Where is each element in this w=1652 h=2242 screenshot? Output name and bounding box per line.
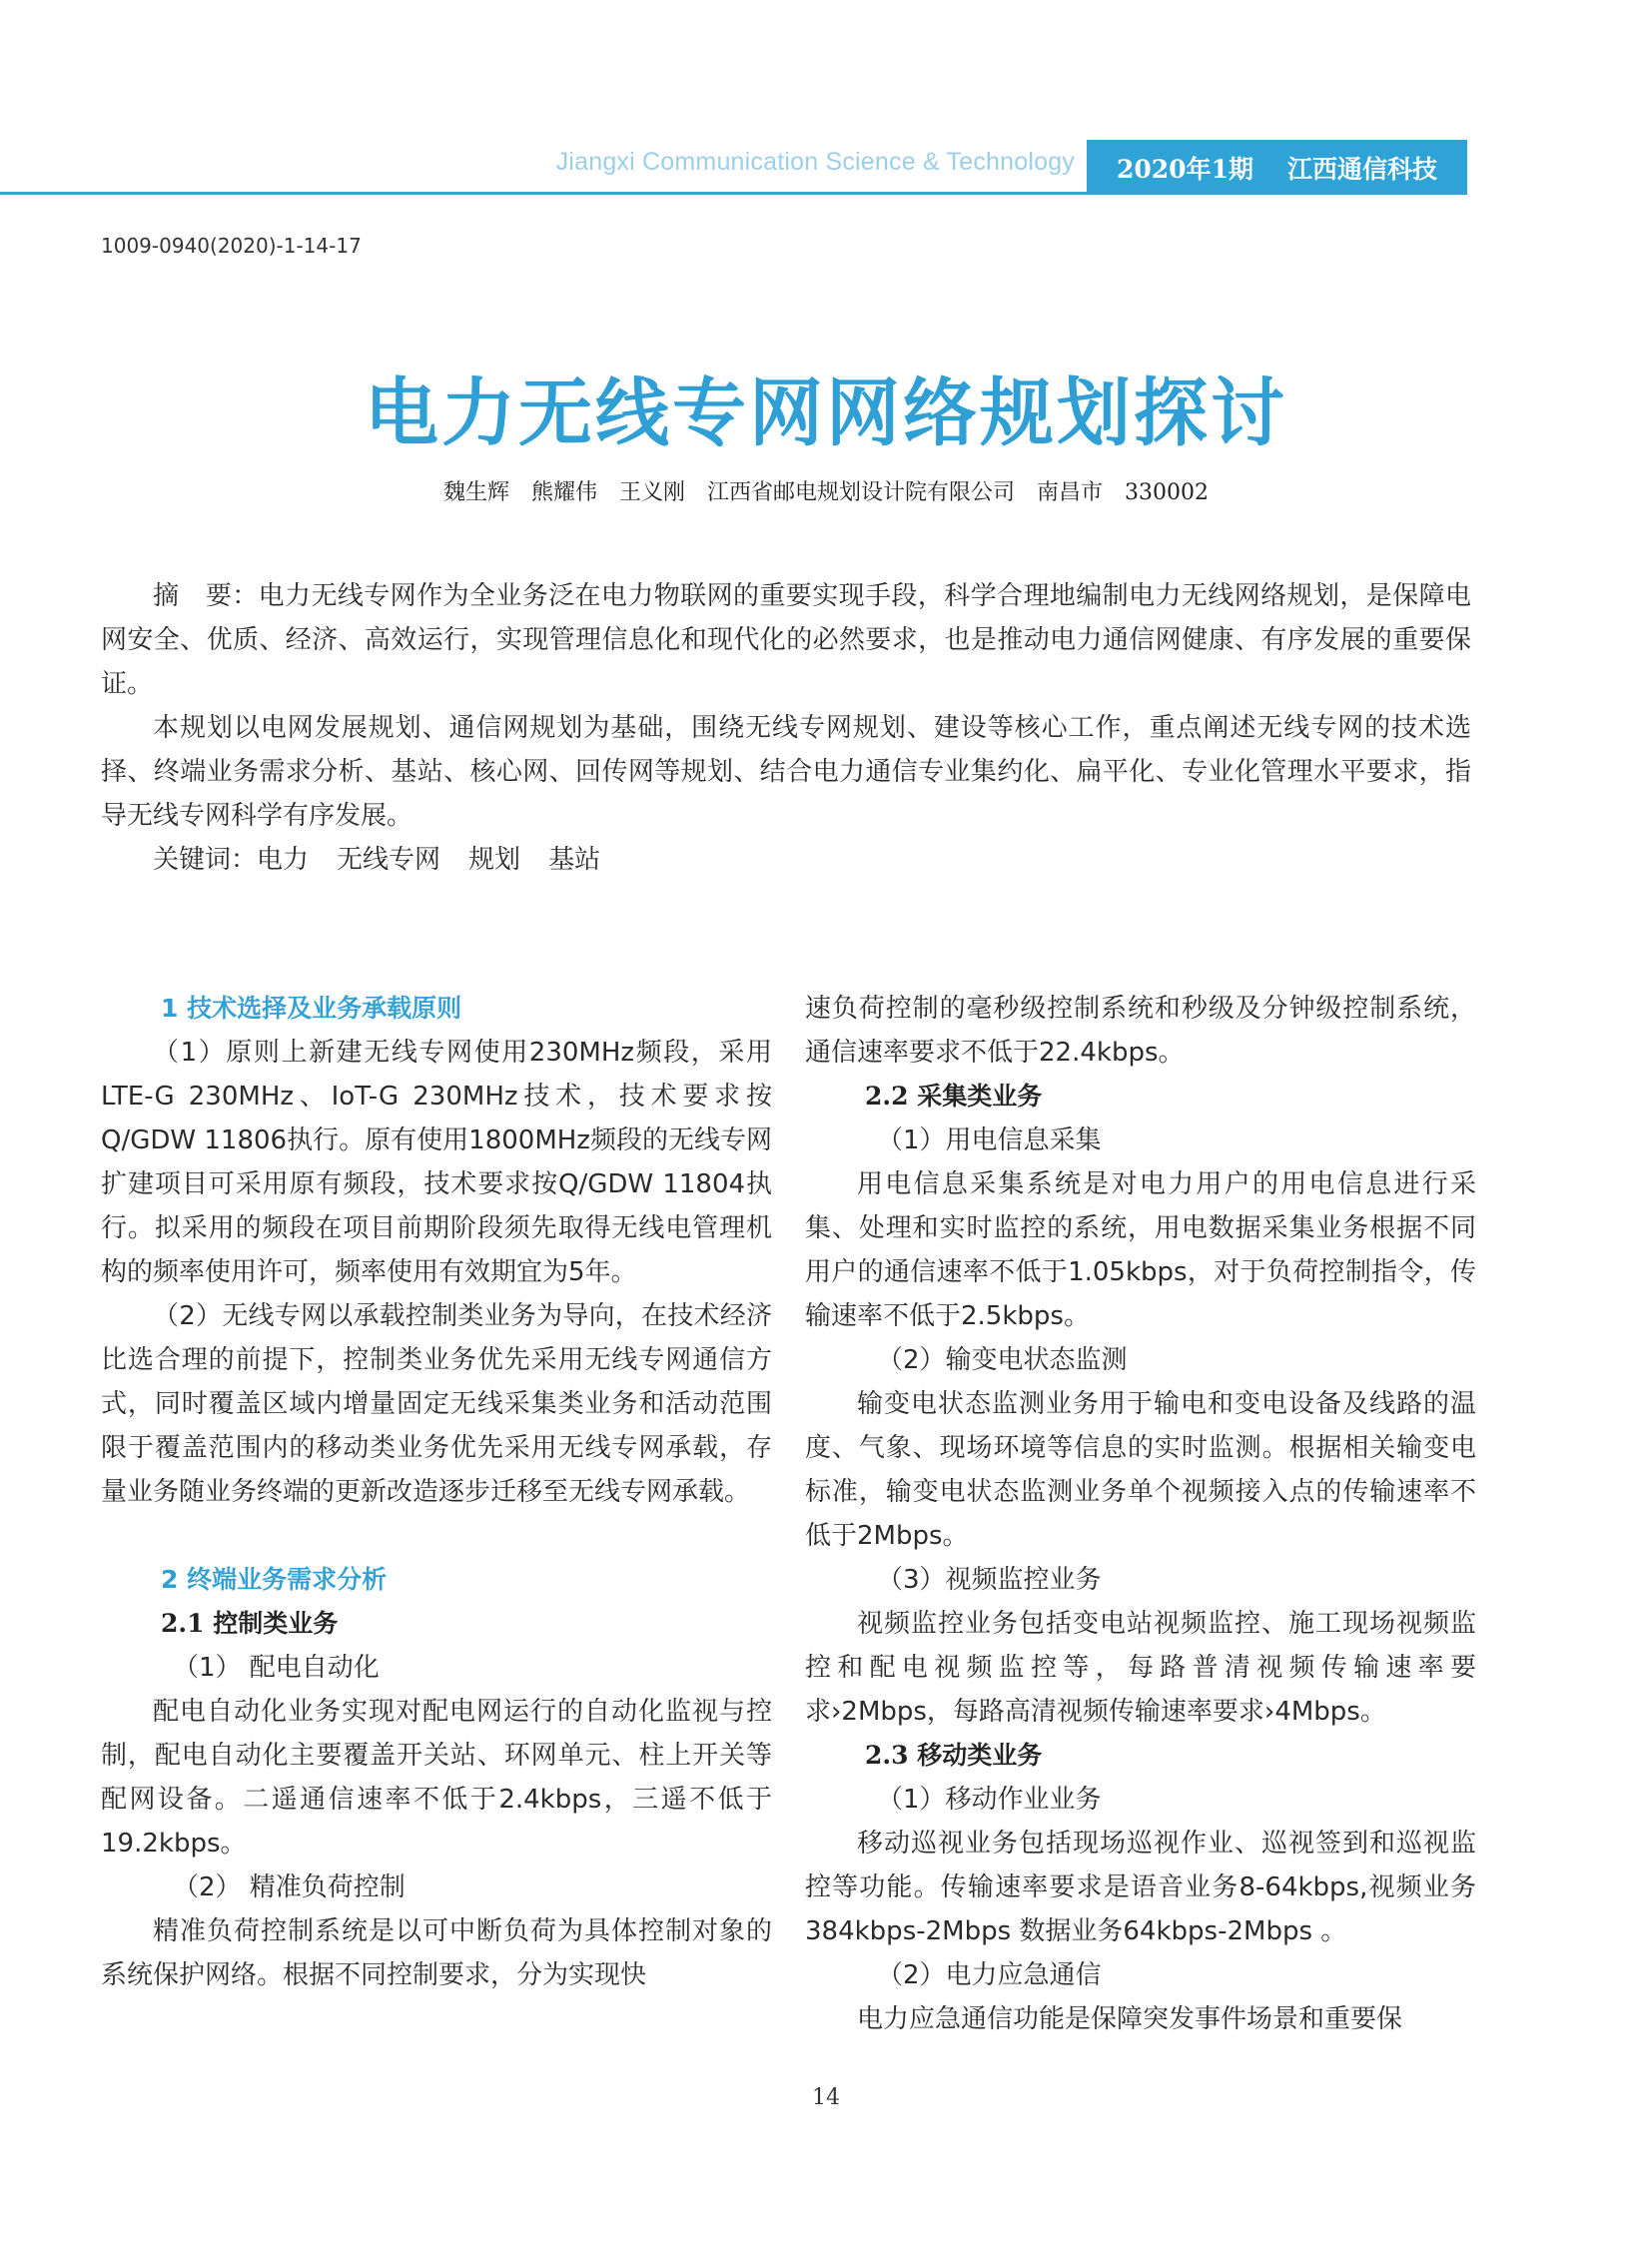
keyword: 无线专网 [337,845,441,875]
page-number: 14 [812,2085,840,2110]
keywords-line [101,838,1471,882]
keyword: 基站 [548,845,601,875]
body-paragraph: 移动巡视业务包括现场巡视作业、巡视签到和巡视监控等功能。传输速率要求是语音业务8-64kbps,视频业务384kbps-2Mbps 数据业务64kbps-2Mbps 。 [805,1829,1476,1946]
keywords-label: 关键词： [153,845,258,875]
body-paragraph-continued: 速负荷控制的毫秒级控制系统和秒级及分钟级控制系统，通信速率要求不低于22.4kbps。 [805,994,1476,1068]
body-paragraph: （1）原则上新建无线专网使用230MHz频段，采用LTE-G 230MHz、IoT-G 230MHz技术，技术要求按Q/GDW 11806执行。原有使用1800MHz频段的无线专网扩建项目可采用原有频段，技术要求按Q/GDW 11804执行。拟采用的频段在项目前期阶段须先取得无线电管理机构的频率使用许可，频率使用有效期宜为5年。 [101,1038,772,1287]
keyword: 规划 [468,845,521,875]
list-item-heading: （3）视频监控业务 [877,1565,1102,1595]
article-id: 1009-0940(2020)-1-14-17 [101,234,362,258]
right-column [805,987,1476,2041]
subsection-heading: 2.2 采集类业务 [865,1082,1043,1111]
body-paragraph: 精准负荷控制系统是以可中断负荷为具体控制对象的系统保护网络。根据不同控制要求，分为实现快 [101,1916,772,1990]
authors-line: 魏生辉 熊耀伟 王义刚 江西省邮电规划设计院有限公司 南昌市 330002 [443,480,1209,505]
body-paragraph: （2）无线专网以承载控制类业务为导向，在技术经济比选合理的前提下，控制类业务优先采用无线专网通信方式，同时覆盖区域内增量固定无线采集类业务和活动范围限于覆盖范围内的移动类业务优先采用无线专网承载，存量业务随业务终端的更新改造逐步迁移至无线专网承载。 [101,1301,772,1507]
list-item-heading: （1）用电信息采集 [877,1125,1102,1155]
subsection-heading: 2.3 移动类业务 [865,1741,1043,1770]
section-heading: 2 终端业务需求分析 [161,1565,388,1594]
subsection-heading: 2.1 控制类业务 [161,1609,339,1638]
list-item-heading: （2）电力应急通信 [877,1960,1102,1990]
list-item-heading: （1）移动作业业务 [877,1785,1102,1815]
keyword: 电力 [257,845,310,875]
body-paragraph: 视频监控业务包括变电站视频监控、施工现场视频监控和配电视频监控等，每路普清视频传输速率要求›2Mbps，每路高清视频传输速率要求›4Mbps。 [805,1609,1476,1727]
section-spacer [101,1514,772,1558]
list-item-heading: （2） 精准负荷控制 [173,1872,406,1902]
list-item-heading: （2）输变电状态监测 [877,1345,1128,1375]
issue-banner [1087,140,1467,195]
paper-title: 电力无线专网网络规划探讨 [365,371,1287,456]
body-paragraph: 配电自动化业务实现对配电网运行的自动化监视与控制，配电自动化主要覆盖开关站、环网单元、柱上开关等配网设备。二遥通信速率不低于2.4kbps，三遥不低于19.2kbps。 [101,1697,772,1859]
left-column [101,987,772,1997]
journal-english-name: Jiangxi Communication Science & Technology [555,148,1075,176]
journal-chinese-name: 江西通信科技 [1286,154,1437,184]
body-paragraph: 用电信息采集系统是对电力用户的用电信息进行采集、处理和实时监控的系统，用电数据采集业务根据不同用户的通信速率不低于1.05kbps，对于负荷控制指令，传输速率不低于2.5kbps。 [805,1169,1476,1331]
list-item-heading: （1） 配电自动化 [173,1653,380,1683]
abstract-paragraph: 本规划以电网发展规划、通信网规划为基础，围绕无线专网规划、建设等核心工作，重点阐述无线专网的技术选择、终端业务需求分析、基站、核心网、回传网等规划、结合电力通信专业集约化、扁平化、专业化管理水平要求，指导无线专网科学有序发展。 [101,713,1471,831]
body-paragraph: 输变电状态监测业务用于输电和变电设备及线路的温度、气象、现场环境等信息的实时监测。根据相关输变电标准，输变电状态监测业务单个视频接入点的传输速率不低于2Mbps。 [805,1389,1476,1551]
issue-label: 2020年1期 [1117,154,1253,184]
abstract-paragraph: 摘 要：电力无线专网作为全业务泛在电力物联网的重要实现手段，科学合理地编制电力无线网络规划，是保障电网安全、优质、经济、高效运行，实现管理信息化和现代化的必然要求，也是推动电力通信网健康、有序发展的重要保证。 [101,581,1471,699]
body-paragraph: 电力应急通信功能是保障突发事件场景和重要保 [857,2004,1403,2034]
section-heading: 1 技术选择及业务承载原则 [161,994,462,1023]
abstract-block [101,574,1471,882]
